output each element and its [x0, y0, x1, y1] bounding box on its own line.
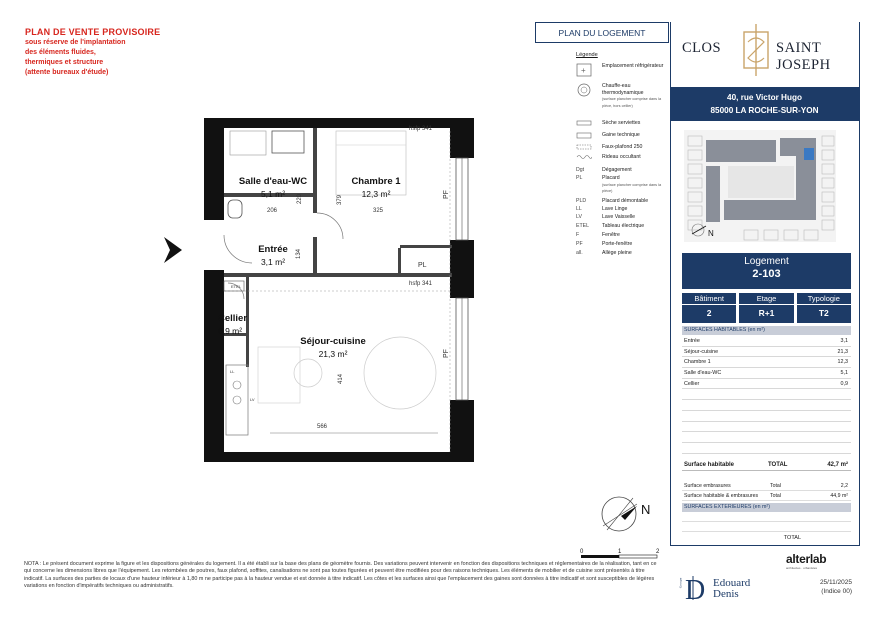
surfaces-header-title: SURFACES HABITABLES: [684, 327, 747, 333]
room-cellier: [218, 313, 256, 336]
legend-item: [576, 198, 672, 205]
hsfp-label: hsfp 341: [409, 126, 433, 132]
address-line: 40, rue Victor Hugo: [727, 93, 802, 102]
room-area: 21,3 m²: [318, 349, 348, 359]
embrasures-row: [682, 481, 851, 491]
exterior-row: [682, 522, 851, 532]
legend-text: Emplacement réfrigérateur: [602, 63, 664, 69]
surface-habitable-value: 42,7 m²: [827, 462, 848, 468]
surface-value: 0,9: [840, 380, 848, 387]
room-area: 5,1 m²: [260, 189, 286, 199]
dimension-label: 325: [373, 208, 384, 214]
info-value: 2: [706, 308, 712, 318]
ed-logo-bottom: Denis: [713, 588, 739, 600]
logement-number: 2-103: [752, 268, 781, 280]
ll-label: LL: [230, 369, 235, 374]
legend-text: Faux-plafond 250: [602, 144, 643, 150]
exterior-total: TOTAL: [783, 535, 801, 541]
brand-left: CLOS: [682, 40, 722, 56]
brand-logo: [682, 22, 854, 80]
hsfp-label: hsfp 341: [409, 281, 433, 287]
legend-text: Lave Vaisselle: [602, 214, 636, 220]
legend-item: [576, 167, 672, 174]
surface-name: Chambre 1: [684, 359, 711, 366]
table-row: [682, 432, 851, 443]
revision-indice: (Indice 00): [821, 588, 852, 595]
room-area: 3,1 m²: [260, 257, 286, 267]
legend-symbol: PF: [576, 241, 583, 247]
legend-text: Allège pleine: [602, 250, 632, 256]
info-label: Etage: [739, 293, 793, 305]
legend-item: [576, 154, 672, 163]
legend-text: Rideau occultant: [602, 154, 641, 160]
fridge-icon: [576, 63, 598, 80]
scale-label-0: 0: [580, 549, 584, 555]
legend-symbol: all.: [576, 250, 583, 256]
room-chambre: [338, 176, 414, 199]
table-row: [682, 389, 851, 400]
towel-dryer-icon: [576, 120, 598, 129]
table-row: [682, 357, 851, 368]
table-row: [682, 411, 851, 422]
legend-item: [576, 232, 672, 239]
legend-item: [576, 214, 672, 221]
curtain-icon: [576, 154, 598, 163]
surface-habitable-total: TOTAL: [768, 462, 788, 468]
legend-symbol: PLD: [576, 198, 587, 204]
alterlab-tagline: architectes · urbanistes: [786, 566, 818, 570]
scale-label-2: 2: [656, 549, 660, 555]
monogram-icon: [742, 22, 770, 78]
room-name: Entrée: [258, 244, 288, 255]
surface-value: 12,3: [837, 359, 848, 366]
legend-text: Lave Linge: [602, 206, 628, 212]
legend-sub: (surface plancher comprise dans la pièce, hors cellier): [602, 97, 662, 108]
legend-text: Tableau électrique: [602, 223, 645, 229]
provisional-notice: [25, 26, 205, 78]
legend-item: [576, 83, 672, 109]
dimension-label: 379: [337, 194, 343, 205]
alterlab-logo: alterlab: [786, 552, 827, 566]
porte-fenetre-label: PF: [443, 190, 450, 199]
legend-title: Légende: [576, 52, 598, 58]
water-heater-icon: [576, 83, 598, 109]
legend-item: [576, 175, 672, 195]
notice-line: (attente bureaux d'étude): [25, 69, 109, 76]
exterior-row: [682, 512, 851, 522]
room-name: Séjour-cuisine: [300, 336, 366, 347]
minimap-north-label: N: [708, 229, 714, 238]
room-area: 0,9 m²: [218, 326, 243, 336]
svg-text:+: +: [581, 66, 586, 75]
legend-item: [576, 250, 672, 257]
legend-item: [576, 144, 672, 153]
surfaces-table: [682, 336, 851, 454]
legend-item: [576, 206, 672, 213]
legend-text: Placard: [602, 175, 620, 181]
ed-group-label: Groupe: [678, 577, 683, 589]
habitable-embrasures-label: Surface habitable & embrasures: [684, 493, 759, 499]
surface-value: 21,3: [837, 348, 848, 355]
room-name: Chambre 1: [351, 176, 401, 187]
floor-plan: [160, 115, 480, 467]
info-etage: [739, 293, 793, 323]
embrasures-total: Total: [770, 483, 781, 489]
habitable-embrasures-total: Total: [770, 493, 781, 499]
table-row: [682, 379, 851, 390]
room-area: 12,3 m²: [361, 189, 391, 199]
notice-line: thermiques et structure: [25, 59, 104, 66]
table-row: [682, 422, 851, 433]
plan-header: PLAN DU LOGEMENT: [535, 22, 669, 43]
porte-fenetre-label: PF: [443, 349, 450, 358]
technical-shaft-icon: [576, 132, 598, 142]
nota-text: NOTA : Le présent document exprime la figure et les dispositions générales du logement. Il a été établi sur la base des plans de géomètre fournis. Des variations peuvent intervenir en fonction des dispositions techniques et réglementaires de la réalisation, tant en ce qui concerne les dimensions libres que l'équipement. Les retombées de poutres, faux plafond, soffites, canalisations ne sont pas toutes figurées et peuvent être modifiées pour des raisons techniques. Les éléments de mobilier et de cuisine sont présentés à titre indicatif. La surfaces des parties de locaux d'une hauteur inférieur à 1,80 m ne participe pas à la hauteur vendue et est donnée à titre indicatif. Les côtes et les surfaces ainsi que l'emplacement des gaines sont données à titre indicatif et sont susceptibles de légères variations en fonction d'impératifs techniques ou administratifs.: [24, 561, 657, 589]
legend-symbol: F: [576, 232, 580, 238]
compass: [599, 494, 655, 534]
info-value: T2: [818, 308, 829, 318]
logement-box: [682, 253, 851, 289]
address-block: [670, 87, 859, 121]
notice-line: sous réserve de l'implantation: [25, 39, 126, 46]
surface-name: Séjour-cuisine: [684, 348, 719, 355]
frame-line: [859, 22, 860, 546]
info-typologie: [797, 293, 851, 323]
ed-logo-top: Edouard: [713, 577, 751, 589]
legend-text: Porte-fenêtre: [602, 241, 633, 247]
legend-text: Dégagement: [602, 167, 632, 173]
brand-right: SAINT JOSEPH: [776, 40, 831, 73]
surface-name: Entrée: [684, 338, 700, 344]
dimension-label: 414: [338, 373, 344, 384]
dimension-label: 134: [296, 248, 302, 259]
habitable-embrasures-value: 44,9 m²: [830, 493, 848, 499]
surface-name: Cellier: [684, 380, 700, 387]
surface-value: 3,1: [840, 338, 848, 344]
frame-line: [670, 545, 860, 546]
surface-habitable-row: [682, 459, 851, 471]
dimension-label: 206: [267, 208, 278, 214]
ed-monogram-icon: [683, 573, 715, 603]
surfaces-header-unit: (en m²): [747, 327, 765, 333]
info-batiment: [682, 293, 736, 323]
etel-label: ETEL: [231, 284, 242, 289]
info-label: Bâtiment: [682, 293, 736, 305]
embrasures-label: Surface embrasures: [684, 483, 731, 489]
room-entree: [247, 244, 299, 267]
site-minimap: [684, 130, 836, 242]
room-salle-eau: [228, 176, 318, 199]
false-ceiling-icon: [576, 144, 598, 153]
room-sejour: [278, 336, 388, 359]
exterior-surfaces-unit: (en m²): [752, 504, 770, 510]
placard-label: PL: [418, 262, 427, 269]
legend-sub: (surface plancher comprise dans la pièce): [602, 182, 662, 193]
logement-label: Logement: [744, 256, 789, 267]
surfaces-header: [682, 326, 851, 335]
legend-text: Chauffe-eau thermodynamique: [602, 83, 644, 96]
edouard-denis-logo: [678, 573, 783, 603]
lv-label: LV: [250, 397, 255, 402]
table-row: [682, 400, 851, 411]
legend-symbol: ETEL: [576, 223, 589, 229]
legend-text: Placard démontable: [602, 198, 649, 204]
legend-text: Fenêtre: [602, 232, 620, 238]
legend-symbol: Dgt: [576, 167, 585, 173]
legend-item: [576, 241, 672, 248]
table-row: [682, 368, 851, 379]
legend-text: Sèche serviettes: [602, 120, 641, 126]
info-columns: [682, 293, 851, 323]
scale-label-1: 1: [618, 549, 622, 555]
dimension-label: 566: [317, 424, 328, 430]
compass-north-label: N: [641, 502, 651, 517]
legend-item: [576, 223, 672, 230]
info-value: R+1: [758, 308, 775, 318]
revision-date: 25/11/2025: [819, 579, 852, 586]
surface-value: 5,1: [840, 370, 848, 377]
address-line: 85000 LA ROCHE-SUR-YON: [710, 106, 819, 115]
legend-item: [576, 63, 672, 80]
legend-symbol: PL: [576, 175, 583, 181]
exterior-surfaces-title: SURFACES EXTERIEURES: [684, 504, 752, 510]
table-row: [682, 443, 851, 454]
revision-info: [806, 578, 852, 596]
notice-line: des éléments fluides,: [25, 49, 96, 56]
info-label: Typologie: [797, 293, 851, 305]
table-row: [682, 336, 851, 347]
dimension-label: 220: [297, 193, 303, 204]
room-name: Salle d'eau-WC: [238, 176, 308, 187]
exterior-surfaces-header: [682, 503, 851, 512]
svg-text:D: D: [685, 575, 706, 603]
legend-symbol: LV: [576, 214, 582, 220]
surface-habitable-label: Surface habitable: [684, 462, 735, 468]
legend-item: [576, 132, 672, 142]
surface-name: Salle d'eau-WC: [684, 370, 722, 377]
embrasures-value: 2,2: [840, 483, 848, 489]
notice-title: PLAN DE VENTE PROVISOIRE: [25, 27, 161, 37]
legend-item: [576, 120, 672, 129]
room-name: Cellier: [218, 313, 248, 324]
table-row: [682, 347, 851, 358]
legend-symbol: LL: [576, 206, 582, 212]
habitable-embrasures-row: [682, 491, 851, 501]
legend-text: Gaine technique: [602, 132, 640, 138]
